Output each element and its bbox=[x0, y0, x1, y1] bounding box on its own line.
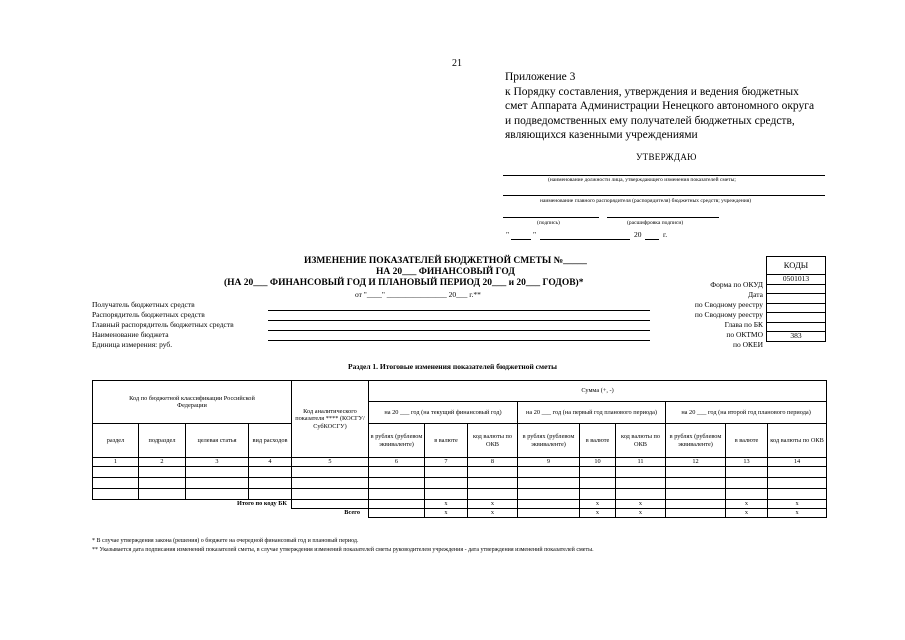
codes-label: Форма по ОКУД bbox=[710, 280, 763, 289]
col-number: 2 bbox=[139, 458, 186, 467]
col-number: 5 bbox=[292, 458, 369, 467]
col-currency: в валюте bbox=[726, 424, 768, 458]
date-close-quote: " bbox=[533, 230, 537, 239]
date-year-prefix: 20 bbox=[634, 230, 642, 239]
code-okud: 0501013 bbox=[767, 275, 826, 285]
footnote-1: * В случае утверждения закона (решения) о бюджете на очередной финансовый год и плановый период. bbox=[92, 538, 359, 544]
table-row[interactable] bbox=[93, 477, 827, 488]
code-okei: 383 bbox=[767, 332, 826, 342]
x-mark: x bbox=[768, 508, 827, 517]
col-okv: код валюты по ОКВ bbox=[468, 424, 518, 458]
col-podrazdel: подраздел bbox=[139, 424, 186, 458]
date-day-line bbox=[511, 239, 531, 240]
manager-caption: наименование главного распорядителя (распорядителя) бюджетных средств; учреждения) bbox=[540, 198, 752, 204]
total-all-label: Всего bbox=[93, 508, 369, 517]
field-label-budget: Наименование бюджета bbox=[92, 330, 169, 339]
period-current-header: на 20 ___ год (на текущий финансовый год) bbox=[369, 402, 518, 424]
code-date[interactable] bbox=[767, 284, 826, 294]
code-registry-2[interactable] bbox=[767, 303, 826, 313]
x-mark: x bbox=[468, 508, 518, 517]
decoding-line bbox=[607, 217, 719, 218]
codes-header: КОДЫ bbox=[767, 257, 826, 275]
col-okv: код валюты по ОКВ bbox=[616, 424, 666, 458]
form-title-line3: (НА 20___ ФИНАНСОВЫЙ ГОД И ПЛАНОВЫЙ ПЕРИОД 20___ и 20___ ГОДОВ)* bbox=[224, 278, 584, 288]
x-mark: x bbox=[616, 508, 666, 517]
col-number: 14 bbox=[768, 458, 827, 467]
appendix-line: являющихся казенными учреждениями bbox=[505, 129, 698, 142]
col-number: 12 bbox=[666, 458, 726, 467]
bc-header: Код по бюджетной классификации Российской Федерации bbox=[93, 381, 292, 424]
position-line bbox=[503, 175, 825, 176]
column-numbers-row bbox=[93, 458, 827, 467]
code-registry-1[interactable] bbox=[767, 294, 826, 304]
signature-line bbox=[503, 217, 599, 218]
x-mark: x bbox=[580, 508, 616, 517]
col-currency: в валюте bbox=[425, 424, 468, 458]
codes-label: по Сводному реестру bbox=[694, 310, 763, 319]
table-row[interactable] bbox=[93, 488, 827, 499]
col-rub: в рублях (рублевом эквиваленте) bbox=[369, 424, 425, 458]
signature-caption: (подпись) bbox=[537, 220, 560, 226]
total-bk-row bbox=[93, 499, 827, 508]
code-glava-bk[interactable] bbox=[767, 313, 826, 323]
col-number: 4 bbox=[249, 458, 292, 467]
appendix-line: смет Аппарата Администрации Ненецкого автономного округа bbox=[505, 100, 815, 113]
manager-line bbox=[503, 195, 825, 196]
footnote-2: ** Указывается дата подписания изменений показателей сметы, в случае утверждения изменений показателей сметы руководителем учреждения - дата утверждения изменений показателей сметы. bbox=[92, 547, 594, 553]
codes-label: Глава по БК bbox=[724, 320, 763, 329]
x-mark: x bbox=[580, 499, 616, 508]
col-number: 3 bbox=[186, 458, 249, 467]
x-mark: x bbox=[768, 499, 827, 508]
col-number: 11 bbox=[616, 458, 666, 467]
form-title-line1: ИЗМЕНЕНИЕ ПОКАЗАТЕЛЕЙ БЮДЖЕТНОЙ СМЕТЫ №_____ bbox=[304, 256, 587, 266]
section-title: Раздел 1. Итоговые изменения показателей бюджетной сметы bbox=[348, 362, 557, 371]
col-number: 6 bbox=[369, 458, 425, 467]
appendix-block bbox=[505, 70, 814, 143]
col-number: 8 bbox=[468, 458, 518, 467]
period-first-header: на 20 ___ год (на первый год планового периода) bbox=[518, 402, 666, 424]
field-label-unit: Единица измерения: руб. bbox=[92, 340, 173, 349]
date-year-line bbox=[645, 239, 659, 240]
col-target: целевая статья bbox=[186, 424, 249, 458]
codes-label: по Сводному реестру bbox=[694, 300, 763, 309]
x-mark: x bbox=[726, 508, 768, 517]
x-mark: x bbox=[425, 508, 468, 517]
table-row[interactable] bbox=[93, 466, 827, 477]
col-number: 1 bbox=[93, 458, 139, 467]
form-title-line2: НА 20___ ФИНАНСОВЫЙ ГОД bbox=[376, 267, 515, 277]
col-number: 7 bbox=[425, 458, 468, 467]
x-mark: x bbox=[616, 499, 666, 508]
col-okv: код валюты по ОКВ bbox=[768, 424, 827, 458]
appendix-line: и подведомственных ему получателей бюджетных средств, bbox=[505, 114, 795, 127]
codes-label: по ОКЕИ bbox=[732, 340, 763, 349]
field-label-recipient: Получатель бюджетных средств bbox=[92, 300, 195, 309]
col-number: 13 bbox=[726, 458, 768, 467]
x-mark: x bbox=[425, 499, 468, 508]
col-razdel: раздел bbox=[93, 424, 139, 458]
analytic-header: Код аналитического показателя **** (КОСГУ/ СубКОСГУ) bbox=[292, 381, 369, 458]
chief-manager-input-line[interactable] bbox=[268, 330, 650, 331]
date-open-quote: " bbox=[506, 230, 510, 239]
period-second-header: на 20 ___ год (на второй год планового периода) bbox=[666, 402, 827, 424]
page-number: 21 bbox=[452, 58, 462, 69]
col-number: 9 bbox=[518, 458, 580, 467]
field-label-chief-manager: Главный распорядитель бюджетных средств bbox=[92, 320, 234, 329]
decoding-caption: (расшифровка подписи) bbox=[627, 220, 684, 226]
col-number: 10 bbox=[580, 458, 616, 467]
sum-header: Сумма (+, -) bbox=[369, 381, 827, 402]
position-caption: (наименование должности лица, утверждающего изменения показателей сметы; bbox=[548, 177, 736, 183]
recipient-input-line[interactable] bbox=[268, 310, 650, 311]
budget-input-line[interactable] bbox=[268, 340, 650, 341]
total-bk-label: Итого по коду БК bbox=[93, 499, 292, 508]
manager-input-line[interactable] bbox=[268, 320, 650, 321]
col-rub: в рублях (рублевом эквиваленте) bbox=[518, 424, 580, 458]
date-month-line bbox=[540, 239, 630, 240]
codes-label: Дата bbox=[748, 290, 763, 299]
codes-table bbox=[766, 256, 826, 342]
summary-table bbox=[92, 380, 827, 518]
total-all-row bbox=[93, 508, 827, 517]
codes-label: по ОКТМО bbox=[726, 330, 763, 339]
field-label-manager: Распорядитель бюджетных средств bbox=[92, 310, 205, 319]
date-year-suffix: г. bbox=[663, 230, 668, 239]
x-mark: x bbox=[726, 499, 768, 508]
appendix-line: Приложение 3 bbox=[505, 71, 576, 83]
approval-title: УТВЕРЖДАЮ bbox=[636, 152, 697, 162]
col-expense: вид расходов bbox=[249, 424, 292, 458]
appendix-line: к Порядку составления, утверждения и ведения бюджетных bbox=[505, 85, 799, 98]
col-currency: в валюте bbox=[580, 424, 616, 458]
col-rub: в рублях (рублевом эквиваленте) bbox=[666, 424, 726, 458]
form-date-line: от "____" ________________ 20___ г.** bbox=[355, 290, 481, 299]
x-mark: x bbox=[468, 499, 518, 508]
